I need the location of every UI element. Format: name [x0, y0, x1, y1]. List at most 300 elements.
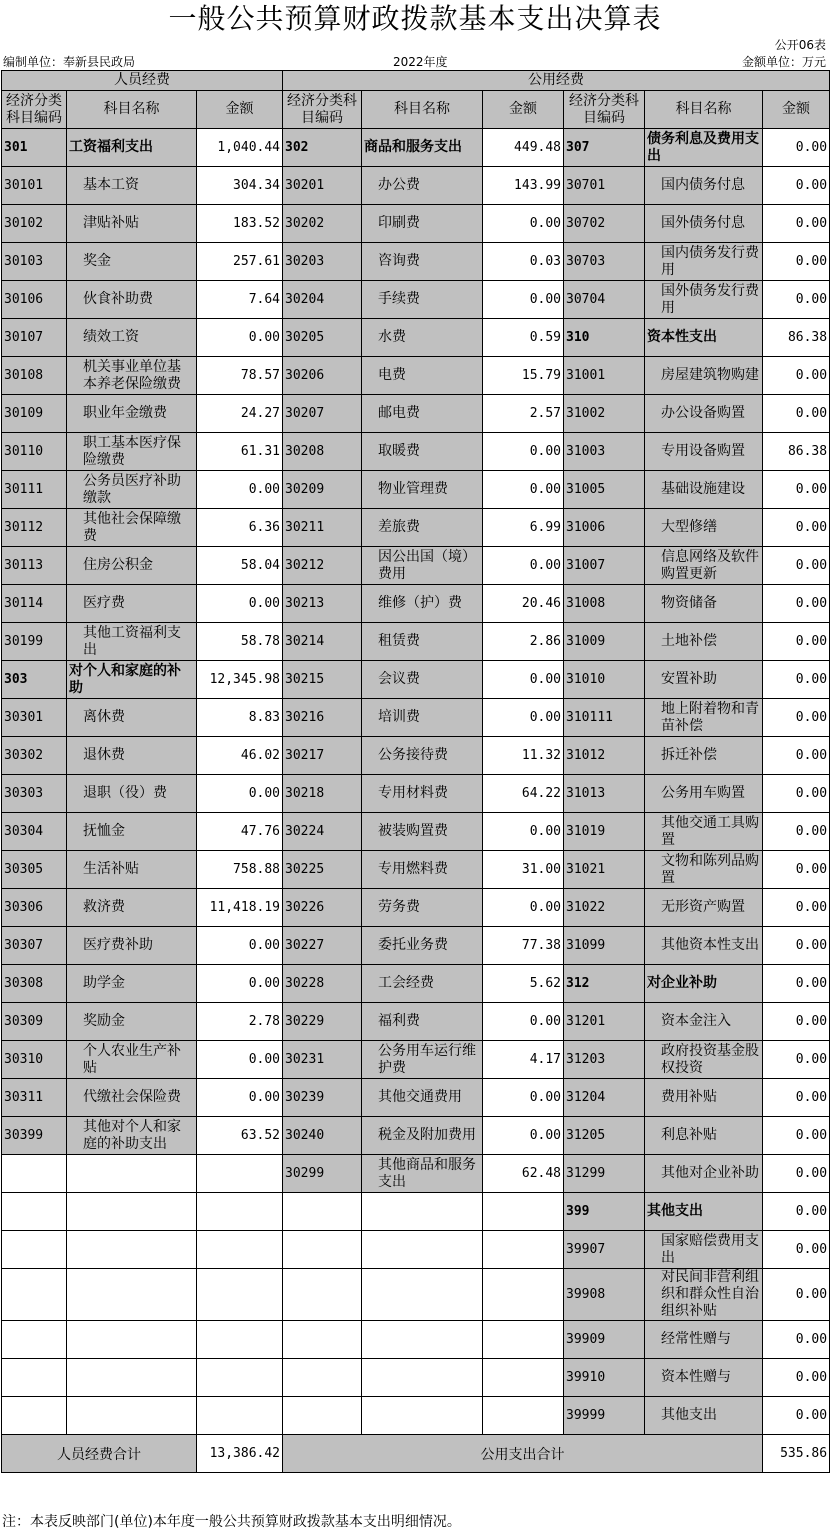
cell-amount	[197, 1155, 283, 1193]
cell-code: 31205	[564, 1117, 645, 1155]
cell-code: 30309	[2, 1003, 67, 1041]
cell-amount: 0.00	[763, 167, 830, 205]
cell-code	[2, 1193, 67, 1231]
cell-code: 30108	[2, 357, 67, 395]
cell-code: 39909	[564, 1321, 645, 1359]
cell-item-name: 其他交通工具购置	[645, 813, 763, 851]
cell-item-name: 电费	[362, 357, 483, 395]
cell-code: 31022	[564, 889, 645, 927]
table-row	[2, 433, 830, 471]
cell-code: 30305	[2, 851, 67, 889]
cell-item-name: 物资储备	[645, 585, 763, 623]
cell-amount: 20.46	[483, 585, 564, 623]
cell-item-name: 水费	[362, 319, 483, 357]
cell-amount: 0.00	[763, 927, 830, 965]
table-row	[2, 965, 830, 1003]
table-row	[2, 205, 830, 243]
cell-amount: 0.00	[483, 699, 564, 737]
cell-amount: 62.48	[483, 1155, 564, 1193]
cell-code: 30703	[564, 243, 645, 281]
cell-amount	[197, 1359, 283, 1397]
table-row	[2, 167, 830, 205]
cell-amount: 31.00	[483, 851, 564, 889]
cell-item-name: 邮电费	[362, 395, 483, 433]
table-row	[2, 471, 830, 509]
cell-item-name: 会议费	[362, 661, 483, 699]
col-header-code: 经济分类科目编码	[283, 91, 362, 129]
cell-code: 30214	[283, 623, 362, 661]
table-row	[2, 623, 830, 661]
cell-amount: 0.00	[483, 1079, 564, 1117]
cell-code: 31003	[564, 433, 645, 471]
cell-code: 31021	[564, 851, 645, 889]
total-public-amount: 535.86	[763, 1435, 830, 1473]
cell-amount: 0.00	[763, 851, 830, 889]
cell-item-name: 政府投资基金股权投资	[645, 1041, 763, 1079]
cell-item-name: 对民间非营利组织和群众性自治组织补贴	[645, 1269, 763, 1321]
cell-item-name	[67, 1193, 197, 1231]
cell-amount: 304.34	[197, 167, 283, 205]
cell-amount: 0.00	[197, 471, 283, 509]
cell-item-name: 救济费	[67, 889, 197, 927]
cell-item-name: 国外债务发行费用	[645, 281, 763, 319]
cell-code: 31099	[564, 927, 645, 965]
cell-code: 30107	[2, 319, 67, 357]
cell-amount: 2.78	[197, 1003, 283, 1041]
cell-amount	[483, 1269, 564, 1321]
cell-code: 30299	[283, 1155, 362, 1193]
cell-code: 301	[2, 129, 67, 167]
cell-item-name	[67, 1269, 197, 1321]
cell-code: 39999	[564, 1397, 645, 1435]
cell-amount: 77.38	[483, 927, 564, 965]
cell-amount: 0.00	[483, 547, 564, 585]
cell-code: 30304	[2, 813, 67, 851]
cell-amount: 0.00	[197, 1079, 283, 1117]
cell-amount	[483, 1397, 564, 1435]
cell-amount: 0.00	[763, 1193, 830, 1231]
cell-item-name: 咨询费	[362, 243, 483, 281]
col-header-amount: 金额	[197, 91, 283, 129]
cell-amount: 0.00	[197, 319, 283, 357]
cell-amount: 0.00	[763, 661, 830, 699]
reporting-unit: 编制单位：奉新县民政局	[3, 55, 136, 69]
cell-code: 30114	[2, 585, 67, 623]
cell-item-name: 利息补贴	[645, 1117, 763, 1155]
cell-amount: 449.48	[483, 129, 564, 167]
cell-code: 30702	[564, 205, 645, 243]
cell-code	[283, 1397, 362, 1435]
cell-item-name: 资本金注入	[645, 1003, 763, 1041]
cell-amount: 0.00	[197, 927, 283, 965]
cell-code: 30209	[283, 471, 362, 509]
cell-amount: 0.00	[763, 699, 830, 737]
cell-amount: 0.00	[763, 547, 830, 585]
cell-amount: 24.27	[197, 395, 283, 433]
cell-amount: 0.00	[763, 1003, 830, 1041]
cell-code: 312	[564, 965, 645, 1003]
col-header-name: 科目名称	[645, 91, 763, 129]
cell-item-name	[362, 1193, 483, 1231]
cell-item-name: 印刷费	[362, 205, 483, 243]
cell-item-name: 国外债务付息	[645, 205, 763, 243]
table-row	[2, 737, 830, 775]
cell-code: 30310	[2, 1041, 67, 1079]
cell-code: 310	[564, 319, 645, 357]
cell-amount: 0.00	[763, 775, 830, 813]
table-row	[2, 357, 830, 395]
cell-item-name: 经常性赠与	[645, 1321, 763, 1359]
cell-code	[283, 1359, 362, 1397]
cell-item-name: 工会经费	[362, 965, 483, 1003]
col-header-amount: 金额	[483, 91, 564, 129]
cell-code: 30228	[283, 965, 362, 1003]
cell-item-name: 被装购置费	[362, 813, 483, 851]
cell-code: 30216	[283, 699, 362, 737]
cell-amount: 0.59	[483, 319, 564, 357]
table-row	[2, 547, 830, 585]
table-row	[2, 775, 830, 813]
cell-item-name	[362, 1321, 483, 1359]
cell-amount: 0.00	[763, 129, 830, 167]
col-header-name: 科目名称	[67, 91, 197, 129]
cell-code: 30218	[283, 775, 362, 813]
cell-code: 31012	[564, 737, 645, 775]
cell-code: 310111	[564, 699, 645, 737]
table-row	[2, 851, 830, 889]
cell-code: 302	[283, 129, 362, 167]
cell-amount: 0.00	[483, 281, 564, 319]
cell-code: 30109	[2, 395, 67, 433]
cell-amount: 0.00	[483, 813, 564, 851]
cell-amount: 47.76	[197, 813, 283, 851]
cell-amount: 0.00	[763, 889, 830, 927]
cell-amount: 5.62	[483, 965, 564, 1003]
cell-item-name: 机关事业单位基本养老保险缴费	[67, 357, 197, 395]
cell-item-name: 取暖费	[362, 433, 483, 471]
cell-item-name: 安置补助	[645, 661, 763, 699]
cell-code	[2, 1321, 67, 1359]
cell-code: 31007	[564, 547, 645, 585]
table-row	[2, 1269, 830, 1321]
cell-code: 30213	[283, 585, 362, 623]
cell-amount: 183.52	[197, 205, 283, 243]
cell-item-name: 生活补贴	[67, 851, 197, 889]
cell-amount: 58.78	[197, 623, 283, 661]
cell-item-name: 其他支出	[645, 1397, 763, 1435]
cell-item-name: 维修（护）费	[362, 585, 483, 623]
cell-item-name: 住房公积金	[67, 547, 197, 585]
cell-amount: 0.00	[197, 1041, 283, 1079]
cell-amount: 0.00	[483, 889, 564, 927]
cell-code: 30106	[2, 281, 67, 319]
cell-code: 31001	[564, 357, 645, 395]
cell-amount: 0.00	[483, 1117, 564, 1155]
cell-item-name: 专用材料费	[362, 775, 483, 813]
cell-code: 399	[564, 1193, 645, 1231]
col-header-amount: 金额	[763, 91, 830, 129]
cell-amount: 0.00	[763, 1321, 830, 1359]
table-row	[2, 1041, 830, 1079]
cell-item-name: 信息网络及软件购置更新	[645, 547, 763, 585]
cell-code	[283, 1193, 362, 1231]
cell-amount	[483, 1193, 564, 1231]
cell-amount: 0.00	[763, 395, 830, 433]
cell-amount: 7.64	[197, 281, 283, 319]
cell-amount: 12,345.98	[197, 661, 283, 699]
cell-code: 30206	[283, 357, 362, 395]
cell-code: 31299	[564, 1155, 645, 1193]
cell-amount: 0.00	[763, 965, 830, 1003]
cell-item-name: 奖励金	[67, 1003, 197, 1041]
cell-item-name: 商品和服务支出	[362, 129, 483, 167]
cell-code	[283, 1231, 362, 1269]
cell-amount: 6.36	[197, 509, 283, 547]
cell-item-name: 土地补偿	[645, 623, 763, 661]
cell-amount: 758.88	[197, 851, 283, 889]
cell-item-name	[362, 1359, 483, 1397]
cell-code: 30302	[2, 737, 67, 775]
cell-amount: 0.00	[763, 357, 830, 395]
table-row	[2, 243, 830, 281]
cell-item-name: 因公出国（境）费用	[362, 547, 483, 585]
cell-item-name: 无形资产购置	[645, 889, 763, 927]
cell-item-name: 债务利息及费用支出	[645, 129, 763, 167]
cell-code: 30103	[2, 243, 67, 281]
cell-item-name: 基础设施建设	[645, 471, 763, 509]
cell-amount: 0.00	[483, 471, 564, 509]
table-body	[2, 129, 830, 1435]
cell-code: 30399	[2, 1117, 67, 1155]
table-row	[2, 813, 830, 851]
cell-amount: 15.79	[483, 357, 564, 395]
cell-code: 31009	[564, 623, 645, 661]
cell-amount	[197, 1231, 283, 1269]
cell-code	[2, 1231, 67, 1269]
cell-item-name: 其他工资福利支出	[67, 623, 197, 661]
cell-amount: 0.00	[763, 585, 830, 623]
cell-item-name: 其他支出	[645, 1193, 763, 1231]
cell-code: 30307	[2, 927, 67, 965]
cell-code: 30203	[283, 243, 362, 281]
cell-item-name	[67, 1321, 197, 1359]
cell-item-name: 地上附着物和青苗补偿	[645, 699, 763, 737]
cell-amount: 46.02	[197, 737, 283, 775]
cell-item-name: 专用燃料费	[362, 851, 483, 889]
cell-item-name: 物业管理费	[362, 471, 483, 509]
cell-code: 31010	[564, 661, 645, 699]
cell-amount: 64.22	[483, 775, 564, 813]
cell-amount: 0.00	[483, 433, 564, 471]
cell-amount: 6.99	[483, 509, 564, 547]
cell-item-name: 退休费	[67, 737, 197, 775]
cell-code: 31006	[564, 509, 645, 547]
cell-code: 30208	[283, 433, 362, 471]
cell-item-name	[67, 1231, 197, 1269]
cell-code: 30226	[283, 889, 362, 927]
cell-code: 30227	[283, 927, 362, 965]
cell-code	[283, 1321, 362, 1359]
cell-item-name: 房屋建筑物购建	[645, 357, 763, 395]
cell-code: 30102	[2, 205, 67, 243]
fiscal-year: 2022年度	[393, 55, 448, 69]
cell-amount: 11,418.19	[197, 889, 283, 927]
cell-code: 30199	[2, 623, 67, 661]
cell-item-name: 委托业务费	[362, 927, 483, 965]
cell-code: 30303	[2, 775, 67, 813]
cell-item-name: 助学金	[67, 965, 197, 1003]
cell-item-name: 离休费	[67, 699, 197, 737]
cell-item-name: 奖金	[67, 243, 197, 281]
table-row	[2, 1079, 830, 1117]
table-row	[2, 1003, 830, 1041]
cell-item-name	[67, 1397, 197, 1435]
cell-code: 31203	[564, 1041, 645, 1079]
cell-amount: 0.00	[763, 1359, 830, 1397]
cell-code: 30240	[283, 1117, 362, 1155]
cell-item-name: 公务用车购置	[645, 775, 763, 813]
cell-amount: 0.00	[763, 1155, 830, 1193]
cell-code: 30215	[283, 661, 362, 699]
cell-code: 39910	[564, 1359, 645, 1397]
cell-item-name	[362, 1231, 483, 1269]
cell-code: 30231	[283, 1041, 362, 1079]
cell-amount: 0.00	[483, 1003, 564, 1041]
cell-code: 39908	[564, 1269, 645, 1321]
group-header-public: 公用经费	[283, 71, 830, 91]
cell-code: 30301	[2, 699, 67, 737]
cell-item-name: 绩效工资	[67, 319, 197, 357]
cell-code: 307	[564, 129, 645, 167]
cell-item-name: 对个人和家庭的补助	[67, 661, 197, 699]
cell-code: 30205	[283, 319, 362, 357]
money-unit: 金额单位：万元	[741, 55, 826, 69]
table-row	[2, 1397, 830, 1435]
cell-item-name: 其他交通费用	[362, 1079, 483, 1117]
cell-code: 30239	[283, 1079, 362, 1117]
cell-item-name: 培训费	[362, 699, 483, 737]
cell-code: 30704	[564, 281, 645, 319]
cell-code: 30217	[283, 737, 362, 775]
cell-amount: 0.00	[763, 1269, 830, 1321]
cell-item-name: 代缴社会保险费	[67, 1079, 197, 1117]
expenditure-table	[1, 70, 830, 1473]
footnote: 注：本表反映部门(单位)本年度一般公共预算财政拨款基本支出明细情况。	[2, 1514, 461, 1530]
cell-amount: 0.03	[483, 243, 564, 281]
cell-code	[283, 1269, 362, 1321]
cell-item-name: 办公设备购置	[645, 395, 763, 433]
cell-code: 30201	[283, 167, 362, 205]
group-header-personnel: 人员经费	[2, 71, 283, 91]
table-row	[2, 661, 830, 699]
cell-code: 31201	[564, 1003, 645, 1041]
cell-item-name: 福利费	[362, 1003, 483, 1041]
table-row	[2, 927, 830, 965]
table-row	[2, 699, 830, 737]
cell-code: 39907	[564, 1231, 645, 1269]
cell-code: 31005	[564, 471, 645, 509]
cell-item-name: 基本工资	[67, 167, 197, 205]
cell-amount: 2.86	[483, 623, 564, 661]
cell-amount	[197, 1269, 283, 1321]
cell-code: 30112	[2, 509, 67, 547]
cell-code: 31204	[564, 1079, 645, 1117]
cell-item-name: 租赁费	[362, 623, 483, 661]
cell-item-name: 国家赔偿费用支出	[645, 1231, 763, 1269]
cell-code	[2, 1155, 67, 1193]
cell-item-name: 职工基本医疗保险缴费	[67, 433, 197, 471]
cell-item-name: 国内债务付息	[645, 167, 763, 205]
cell-code: 30101	[2, 167, 67, 205]
cell-amount: 0.00	[763, 471, 830, 509]
cell-amount: 0.00	[763, 243, 830, 281]
table-row	[2, 1193, 830, 1231]
cell-item-name: 其他资本性支出	[645, 927, 763, 965]
cell-item-name: 办公费	[362, 167, 483, 205]
table-row	[2, 1359, 830, 1397]
cell-amount: 0.00	[763, 281, 830, 319]
cell-item-name: 其他对企业补助	[645, 1155, 763, 1193]
cell-item-name: 费用补贴	[645, 1079, 763, 1117]
cell-amount: 86.38	[763, 319, 830, 357]
cell-code: 31019	[564, 813, 645, 851]
total-personnel-amount: 13,386.42	[197, 1435, 283, 1473]
col-header-name: 科目名称	[362, 91, 483, 129]
cell-code: 31002	[564, 395, 645, 433]
cell-item-name: 对企业补助	[645, 965, 763, 1003]
cell-amount: 2.57	[483, 395, 564, 433]
cell-code: 30212	[283, 547, 362, 585]
cell-code	[2, 1397, 67, 1435]
cell-code: 30225	[283, 851, 362, 889]
cell-item-name	[67, 1155, 197, 1193]
cell-amount	[483, 1321, 564, 1359]
cell-item-name: 差旅费	[362, 509, 483, 547]
table-row	[2, 585, 830, 623]
cell-amount: 0.00	[763, 737, 830, 775]
cell-code: 30204	[283, 281, 362, 319]
cell-amount: 58.04	[197, 547, 283, 585]
cell-code: 30311	[2, 1079, 67, 1117]
table-row	[2, 129, 830, 167]
page-title: 一般公共预算财政拨款基本支出决算表	[168, 2, 662, 35]
cell-amount: 0.00	[197, 965, 283, 1003]
cell-item-name: 拆迁补偿	[645, 737, 763, 775]
cell-item-name: 劳务费	[362, 889, 483, 927]
cell-amount: 0.00	[763, 623, 830, 661]
cell-code: 30110	[2, 433, 67, 471]
cell-amount: 0.00	[763, 205, 830, 243]
cell-code: 31013	[564, 775, 645, 813]
cell-item-name: 资本性赠与	[645, 1359, 763, 1397]
cell-item-name: 职业年金缴费	[67, 395, 197, 433]
cell-amount	[483, 1359, 564, 1397]
cell-code	[2, 1269, 67, 1321]
cell-item-name: 公务接待费	[362, 737, 483, 775]
table-row	[2, 889, 830, 927]
cell-amount: 0.00	[763, 813, 830, 851]
cell-item-name: 手续费	[362, 281, 483, 319]
cell-amount: 0.00	[763, 1117, 830, 1155]
cell-amount: 0.00	[483, 205, 564, 243]
table-row	[2, 1321, 830, 1359]
total-public-label: 公用支出合计	[283, 1435, 763, 1473]
cell-amount: 0.00	[763, 509, 830, 547]
cell-code	[2, 1359, 67, 1397]
cell-item-name: 税金及附加费用	[362, 1117, 483, 1155]
cell-code: 30211	[283, 509, 362, 547]
cell-code: 30207	[283, 395, 362, 433]
